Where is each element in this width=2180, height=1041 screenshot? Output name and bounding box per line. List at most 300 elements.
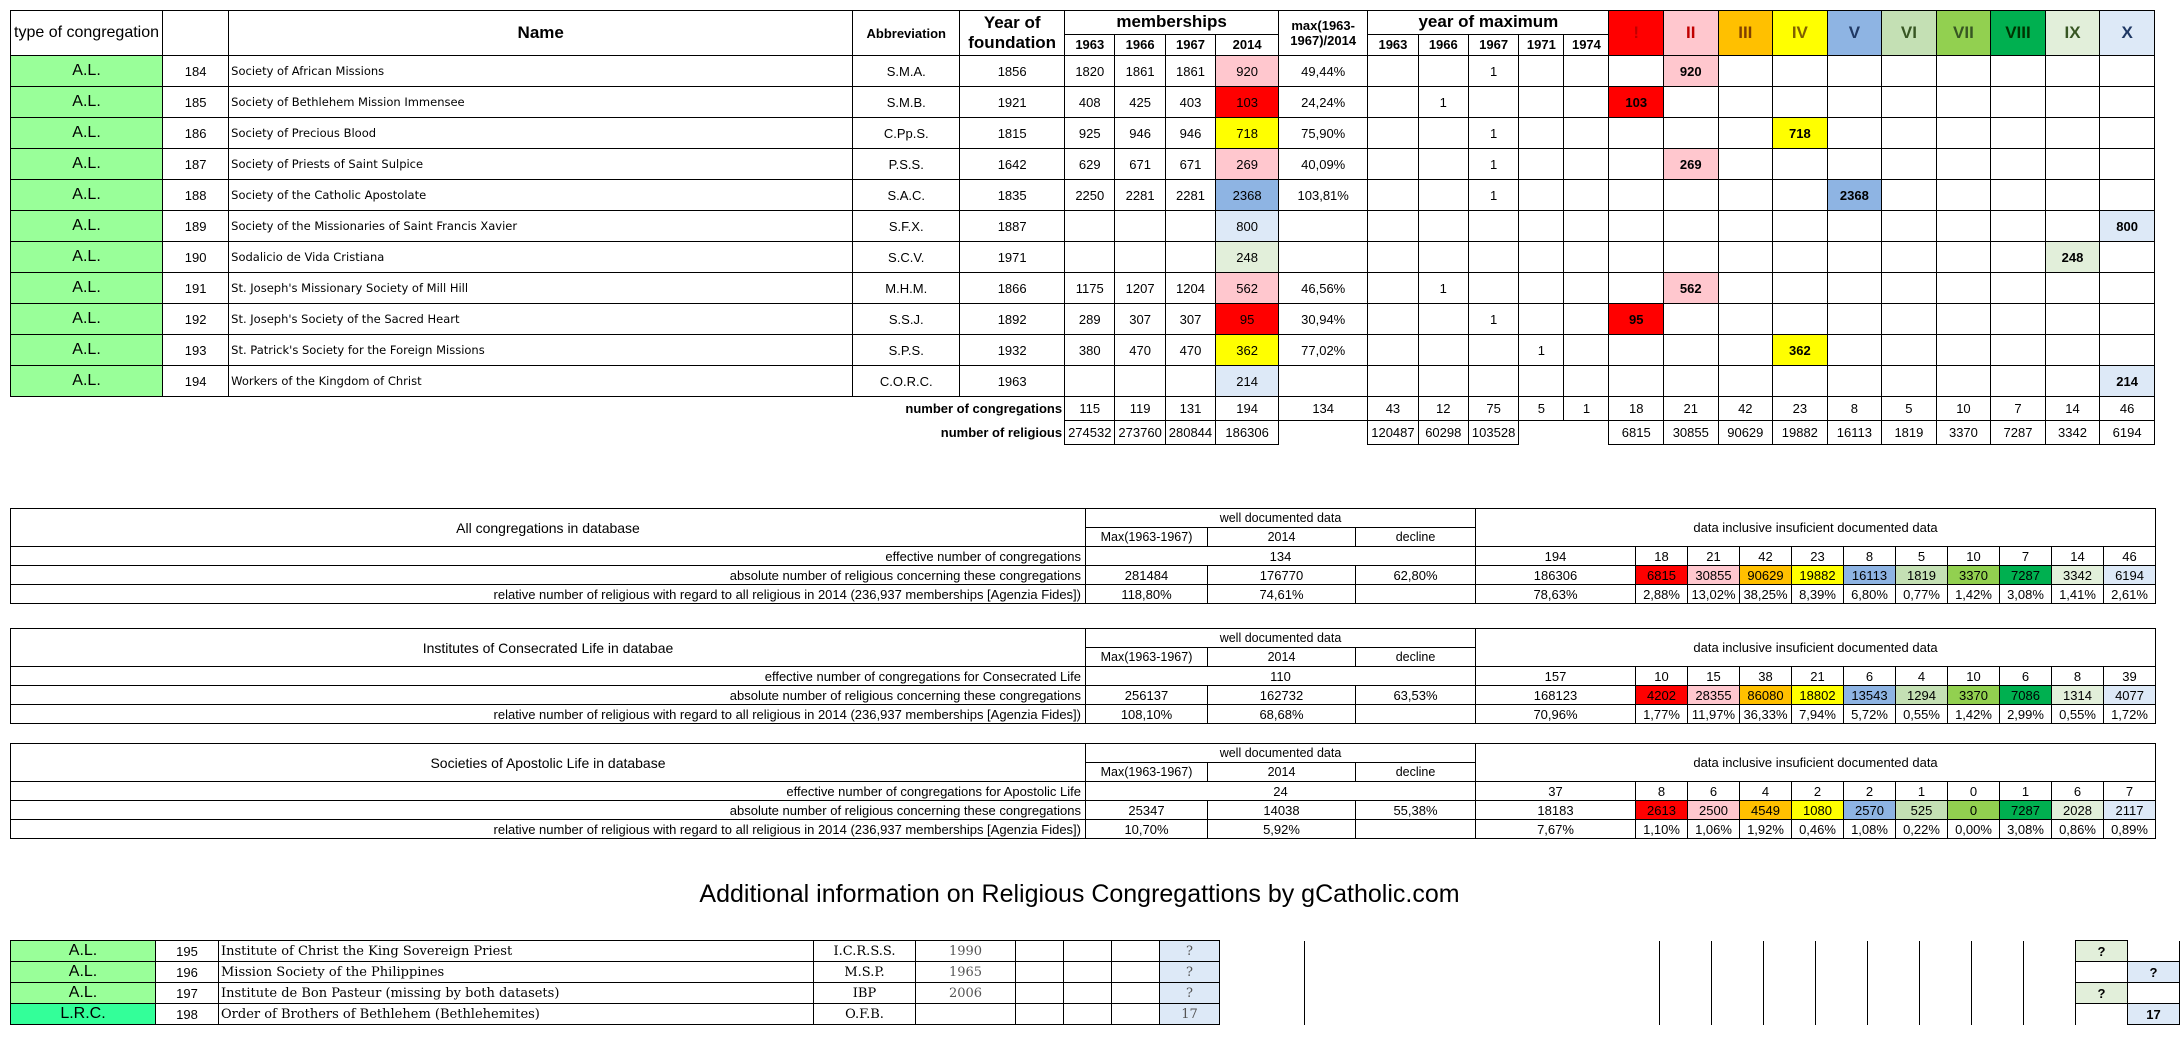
roman-V-cell — [1827, 366, 1882, 397]
absolute-roman-cell: 4549 — [1740, 801, 1792, 820]
members-2014-cell: 214 — [1216, 366, 1279, 397]
absolute-inclusive: 168123 — [1476, 686, 1636, 705]
year-max-1966-cell — [1418, 335, 1468, 366]
roman-II-cell — [1664, 180, 1719, 211]
roman-X-cell — [2100, 149, 2155, 180]
roman-X-cell — [2100, 118, 2155, 149]
effective-roman-cell: 4 — [1896, 667, 1948, 686]
roman-III-cell — [1718, 335, 1773, 366]
effective-roman-cell: 38 — [1740, 667, 1792, 686]
year-max-1971-cell — [1519, 304, 1564, 335]
roman-X-value-cell: 17 — [2128, 1004, 2180, 1025]
religious-count-cell: 186306 — [1216, 421, 1279, 445]
year-max-1974-cell — [1564, 366, 1609, 397]
members-1967-cell: 671 — [1165, 149, 1215, 180]
ratio-cell: 103,81% — [1279, 180, 1368, 211]
religious-year-count-cell: 120487 — [1368, 421, 1418, 445]
members-2014-cell: 362 — [1216, 335, 1279, 366]
relative-roman-cell: 11,97% — [1688, 705, 1740, 724]
members-1966-cell — [1115, 366, 1165, 397]
abbreviation-cell: IBP — [814, 983, 916, 1004]
year-max-1967-cell: 1 — [1468, 304, 1518, 335]
additional-info-title: Additional information on Religious Congregattions by gCatholic.com — [699, 880, 1460, 908]
year-max-1974-cell — [1564, 87, 1609, 118]
abbreviation-cell: S.M.A. — [853, 56, 960, 87]
absolute-value-cell: 256137 — [1086, 686, 1208, 705]
relative-roman-cell: 0,22% — [1896, 820, 1948, 839]
relative-roman-cell: 0,89% — [2104, 820, 2156, 839]
congregation-count-cell: 46 — [2100, 397, 2155, 421]
table-row — [11, 304, 2155, 335]
absolute-inclusive: 186306 — [1476, 566, 1636, 585]
type-cell: A.L. — [11, 273, 163, 304]
ratio-cell: 46,56% — [1279, 273, 1368, 304]
roman-III-cell — [1718, 118, 1773, 149]
year-max-1963-cell — [1368, 87, 1418, 118]
roman-IX-cell — [2045, 335, 2100, 366]
congregation-count-cell: 23 — [1773, 397, 1828, 421]
effective-number-value: 110 — [1086, 667, 1476, 686]
relative-roman-cell: 1,42% — [1948, 705, 2000, 724]
relative-roman-cell: 1,06% — [1688, 820, 1740, 839]
year-max-1974-cell — [1564, 149, 1609, 180]
year-max-1967-cell — [1468, 211, 1518, 242]
name-cell: St. Joseph's Society of the Sacred Heart — [229, 304, 853, 335]
well-documented-label: well documented data — [1086, 629, 1476, 648]
name-cell: Society of Precious Blood — [229, 118, 853, 149]
members-1967-cell — [1165, 366, 1215, 397]
decline-header: decline — [1356, 528, 1476, 547]
name-cell: Institute of Christ the King Sovereign Priest — [219, 941, 814, 962]
roman-VI-cell — [1882, 118, 1937, 149]
congregation-count-cell: 1 — [1564, 397, 1609, 421]
year-max-1967-cell — [1468, 273, 1518, 304]
absolute-roman-cell: 28355 — [1688, 686, 1740, 705]
number-cell: 192 — [163, 304, 229, 335]
relative-value-cell: 68,68% — [1208, 705, 1356, 724]
number-of-congregations-label: number of congregations — [905, 401, 1063, 417]
max-header: Max(1963-1967) — [1086, 528, 1208, 547]
table-row — [11, 118, 2155, 149]
effective-roman-cell: 46 — [2104, 547, 2156, 566]
religious-roman-count-cell: 7287 — [1991, 421, 2046, 445]
effective-roman-cell: 4 — [1740, 782, 1792, 801]
roman-I-cell — [1609, 273, 1664, 304]
relative-roman-cell: 1,77% — [1636, 705, 1688, 724]
number-cell: 195 — [156, 941, 219, 962]
roman-II-cell — [1664, 118, 1719, 149]
name-cell: Society of Priests of Saint Sulpice — [229, 149, 853, 180]
year-max-1971-cell: 1 — [1519, 335, 1564, 366]
members-1963-cell: 1175 — [1065, 273, 1115, 304]
year-max-1971-cell — [1519, 149, 1564, 180]
effective-roman-cell: 39 — [2104, 667, 2156, 686]
name-cell: St. Patrick's Society for the Foreign Missions — [229, 335, 853, 366]
roman-X-cell — [2100, 335, 2155, 366]
type-cell: A.L. — [11, 149, 163, 180]
relative-roman-cell: 38,25% — [1740, 585, 1792, 604]
summary-title: Institutes of Consecrated Life in databae — [11, 629, 1086, 667]
number-cell: 185 — [163, 87, 229, 118]
header-row — [11, 11, 2155, 35]
roman-III-cell — [1718, 273, 1773, 304]
year-max-1967-cell — [1468, 335, 1518, 366]
roman-II-value-cell: 562 — [1664, 273, 1719, 304]
relative-roman-cell: 3,08% — [2000, 585, 2052, 604]
relative-inclusive: 70,96% — [1476, 705, 1636, 724]
roman-VII-cell — [1936, 149, 1991, 180]
roman-VI-cell — [1882, 242, 1937, 273]
roman-V-cell — [1827, 242, 1882, 273]
roman-VI-cell — [1882, 304, 1937, 335]
members-1967-cell: 2281 — [1165, 180, 1215, 211]
effective-roman-cell: 10 — [1636, 667, 1688, 686]
roman-VII-cell — [1936, 211, 1991, 242]
absolute-roman-cell: 4202 — [1636, 686, 1688, 705]
type-cell: A.L. — [11, 118, 163, 149]
effective-roman-cell: 10 — [1948, 667, 2000, 686]
roman-VII-cell — [1936, 118, 1991, 149]
effective-roman-cell: 18 — [1636, 547, 1688, 566]
year-max-1967-cell: 1 — [1468, 180, 1518, 211]
col-abbr-header: Abbreviation — [853, 11, 960, 56]
religious-roman-count-cell: 1819 — [1882, 421, 1937, 445]
roman-I-cell — [1609, 335, 1664, 366]
roman-I-cell — [1609, 180, 1664, 211]
type-cell: A.L. — [11, 304, 163, 335]
roman-header-1: ! — [1609, 11, 1664, 56]
effective-roman-cell: 5 — [1896, 547, 1948, 566]
max-header: Max(1963-1967) — [1086, 763, 1208, 782]
roman-X-value-cell: ? — [2128, 962, 2180, 983]
ratio-cell: 24,24% — [1279, 87, 1368, 118]
roman-IX-cell — [2045, 273, 2100, 304]
absolute-value-cell: 281484 — [1086, 566, 1208, 585]
roman-III-cell — [1718, 149, 1773, 180]
decline-header: decline — [1356, 763, 1476, 782]
abbreviation-cell: M.S.P. — [814, 962, 916, 983]
absolute-number-label: absolute number of religious concerning these congregations — [11, 566, 1086, 585]
additional-row — [11, 941, 2180, 962]
table-row — [11, 56, 2155, 87]
religious-count-cell: 280844 — [1165, 421, 1215, 445]
effective-roman-cell: 8 — [1844, 547, 1896, 566]
abbreviation-cell: S.F.X. — [853, 211, 960, 242]
members-2014-cell: 17 — [1160, 1004, 1220, 1025]
inclusive-label: data inclusive insuficient documented data — [1476, 744, 2156, 782]
roman-II-cell — [1664, 304, 1719, 335]
religious-year-count-cell: 60298 — [1418, 421, 1468, 445]
absolute-value-cell: 162732 — [1208, 686, 1356, 705]
roman-header-8: VIII — [1991, 11, 2046, 56]
relative-roman-cell: 3,08% — [2000, 820, 2052, 839]
relative-number-label: relative number of religious with regard to all religious in 2014 (236,937 memberships [Agenzia Fides]) — [11, 820, 1086, 839]
roman-VIII-cell — [1991, 118, 2046, 149]
year-max-1967-cell — [1468, 87, 1518, 118]
relative-roman-cell: 1,92% — [1740, 820, 1792, 839]
members-1966-cell: 307 — [1115, 304, 1165, 335]
roman-I-cell — [1609, 366, 1664, 397]
roman-IX-cell — [2045, 87, 2100, 118]
foundation-year-cell: 1887 — [960, 211, 1065, 242]
foundation-year-cell — [916, 1004, 1016, 1025]
abbreviation-cell: M.H.M. — [853, 273, 960, 304]
ratio-cell: 49,44% — [1279, 56, 1368, 87]
effective-roman-cell: 21 — [1688, 547, 1740, 566]
relative-roman-cell: 1,42% — [1948, 585, 2000, 604]
roman-II-cell — [1664, 87, 1719, 118]
congregation-count-cell: 42 — [1718, 397, 1773, 421]
roman-VIII-cell — [1991, 180, 2046, 211]
relative-roman-cell: 0,77% — [1896, 585, 1948, 604]
roman-VI-cell — [1882, 335, 1937, 366]
roman-V-cell — [1827, 118, 1882, 149]
absolute-roman-cell: 7287 — [2000, 801, 2052, 820]
roman-VIII-cell — [1991, 366, 2046, 397]
year-max-1963-cell — [1368, 304, 1418, 335]
ymax-1974-header: 1974 — [1564, 34, 1609, 55]
relative-roman-cell: 1,72% — [2104, 705, 2156, 724]
abbreviation-cell: C.O.R.C. — [853, 366, 960, 397]
roman-VI-cell — [1882, 211, 1937, 242]
members-1967-cell — [1165, 242, 1215, 273]
roman-V-cell — [1827, 304, 1882, 335]
foundation-year-cell: 1971 — [960, 242, 1065, 273]
members-2014-cell: 2368 — [1216, 180, 1279, 211]
members-2014-cell: ? — [1160, 983, 1220, 1004]
year-max-1963-cell — [1368, 180, 1418, 211]
absolute-roman-cell: 2117 — [2104, 801, 2156, 820]
roman-VI-cell — [1882, 273, 1937, 304]
roman-IV-cell — [1773, 56, 1828, 87]
roman-V-cell — [1827, 87, 1882, 118]
roman-II-cell — [1664, 335, 1719, 366]
religious-roman-count-cell: 3342 — [2045, 421, 2100, 445]
members-1967-cell: 403 — [1165, 87, 1215, 118]
absolute-roman-cell: 1080 — [1792, 801, 1844, 820]
roman-VII-cell — [1936, 242, 1991, 273]
relative-roman-cell: 1,08% — [1844, 820, 1896, 839]
table-row — [11, 273, 2155, 304]
roman-IV-cell — [1773, 273, 1828, 304]
roman-IX-cell — [2045, 180, 2100, 211]
members-1967-cell: 470 — [1165, 335, 1215, 366]
absolute-inclusive: 18183 — [1476, 801, 1636, 820]
relative-roman-cell: 1,41% — [2052, 585, 2104, 604]
roman-V-cell — [1827, 335, 1882, 366]
roman-II-cell — [1664, 211, 1719, 242]
roman-X-value-cell: 800 — [2100, 211, 2155, 242]
abbreviation-cell: S.C.V. — [853, 242, 960, 273]
roman-VIII-cell — [1991, 273, 2046, 304]
number-cell: 184 — [163, 56, 229, 87]
ymax-1971-header: 1971 — [1519, 34, 1564, 55]
type-cell: A.L. — [11, 211, 163, 242]
roman-IV-cell — [1773, 180, 1828, 211]
roman-I-cell — [1609, 56, 1664, 87]
roman-IX-cell — [2045, 56, 2100, 87]
roman-IX-cell — [2045, 149, 2100, 180]
year-max-1963-cell — [1368, 273, 1418, 304]
summary-consecrated-table — [10, 628, 2156, 724]
roman-I-cell — [1609, 118, 1664, 149]
roman-VII-cell — [1936, 87, 1991, 118]
name-cell: Order of Brothers of Bethlehem (Bethlehemites) — [219, 1004, 814, 1025]
relative-value-cell: 118,80% — [1086, 585, 1208, 604]
name-cell: Sodalicio de Vida Cristiana — [229, 242, 853, 273]
effective-roman-cell: 2 — [1844, 782, 1896, 801]
abbreviation-cell: S.M.B. — [853, 87, 960, 118]
absolute-roman-cell: 2613 — [1636, 801, 1688, 820]
year-max-1967-cell — [1468, 242, 1518, 273]
relative-roman-cell: 7,94% — [1792, 705, 1844, 724]
year-max-1966-cell — [1418, 118, 1468, 149]
year-max-1966-cell — [1418, 211, 1468, 242]
name-cell: Mission Society of the Philippines — [219, 962, 814, 983]
totals-religious-row — [11, 421, 2155, 445]
religious-roman-count-cell: 30855 — [1664, 421, 1719, 445]
year-max-1963-cell — [1368, 366, 1418, 397]
year-max-1966-cell: 1 — [1418, 87, 1468, 118]
roman-II-value-cell: 269 — [1664, 149, 1719, 180]
roman-IX-value-cell: 248 — [2045, 242, 2100, 273]
congregation-count-cell: 5 — [1519, 397, 1564, 421]
foundation-year-cell: 2006 — [916, 983, 1016, 1004]
absolute-number-label: absolute number of religious concerning these congregations — [11, 686, 1086, 705]
members-1966-cell: 946 — [1115, 118, 1165, 149]
table-row — [11, 180, 2155, 211]
ymax-1966-header: 1966 — [1418, 34, 1468, 55]
relative-roman-cell: 0,46% — [1792, 820, 1844, 839]
number-cell: 189 — [163, 211, 229, 242]
roman-V-cell — [1827, 56, 1882, 87]
congregation-count-cell: 43 — [1368, 397, 1418, 421]
congregation-count-cell: 134 — [1279, 397, 1368, 421]
year-2014-header: 2014 — [1216, 34, 1279, 55]
members-1963-cell: 925 — [1065, 118, 1115, 149]
year-max-1974-cell — [1564, 273, 1609, 304]
relative-number-label: relative number of religious with regard to all religious in 2014 (236,937 memberships [Agenzia Fides]) — [11, 705, 1086, 724]
type-cell: A.L. — [11, 983, 156, 1004]
year-max-1971-cell — [1519, 273, 1564, 304]
members-2014-cell: 718 — [1216, 118, 1279, 149]
religious-roman-count-cell: 6194 — [2100, 421, 2155, 445]
effective-roman-cell: 42 — [1740, 547, 1792, 566]
year-max-1966-cell — [1418, 56, 1468, 87]
roman-VI-cell — [1882, 87, 1937, 118]
roman-IV-value-cell: 718 — [1773, 118, 1828, 149]
relative-value-cell: 108,10% — [1086, 705, 1208, 724]
members-1967-cell: 1861 — [1165, 56, 1215, 87]
roman-IX-value-cell: ? — [2076, 941, 2128, 962]
ymax-1967-header: 1967 — [1468, 34, 1518, 55]
effective-roman-cell: 1 — [2000, 782, 2052, 801]
type-cell: L.R.C. — [11, 1004, 156, 1025]
foundation-year-cell: 1815 — [960, 118, 1065, 149]
inclusive-label: data inclusive insuficient documented data — [1476, 509, 2156, 547]
effective-number-inclusive: 37 — [1476, 782, 1636, 801]
absolute-roman-cell: 7287 — [2000, 566, 2052, 585]
roman-IX-cell — [2045, 304, 2100, 335]
abbreviation-cell: O.F.B. — [814, 1004, 916, 1025]
relative-roman-cell: 6,80% — [1844, 585, 1896, 604]
2014-header: 2014 — [1208, 648, 1356, 667]
roman-VIII-cell — [1991, 335, 2046, 366]
religious-year-count-cell: 103528 — [1468, 421, 1518, 445]
religious-roman-count-cell: 6815 — [1609, 421, 1664, 445]
roman-VII-cell — [1936, 56, 1991, 87]
roman-V-cell — [1827, 211, 1882, 242]
roman-VIII-cell — [1991, 87, 2046, 118]
number-cell: 197 — [156, 983, 219, 1004]
religious-roman-count-cell: 19882 — [1773, 421, 1828, 445]
relative-roman-cell: 8,39% — [1792, 585, 1844, 604]
roman-VI-cell — [1882, 56, 1937, 87]
roman-X-cell — [2100, 273, 2155, 304]
roman-header-2: II — [1664, 11, 1719, 56]
members-1967-cell: 1204 — [1165, 273, 1215, 304]
name-cell: St. Joseph's Missionary Society of Mill Hill — [229, 273, 853, 304]
additional-row — [11, 983, 2180, 1004]
members-1966-cell: 470 — [1115, 335, 1165, 366]
roman-II-cell — [1664, 242, 1719, 273]
roman-IX-cell — [2045, 211, 2100, 242]
roman-VIII-cell — [1991, 56, 2046, 87]
congregations-table — [10, 10, 2155, 445]
effective-roman-cell: 15 — [1688, 667, 1740, 686]
roman-III-cell — [1718, 56, 1773, 87]
members-1963-cell: 289 — [1065, 304, 1115, 335]
year-max-1971-cell — [1519, 211, 1564, 242]
congregation-count-cell: 12 — [1418, 397, 1468, 421]
2014-header: 2014 — [1208, 763, 1356, 782]
year-1963-header: 1963 — [1065, 34, 1115, 55]
congregation-count-cell: 18 — [1609, 397, 1664, 421]
year-1967-header: 1967 — [1165, 34, 1215, 55]
effective-roman-cell: 7 — [2000, 547, 2052, 566]
additional-row — [11, 1004, 2180, 1025]
year-max-1967-cell: 1 — [1468, 149, 1518, 180]
name-cell: Society of Bethlehem Mission Immensee — [229, 87, 853, 118]
col-year-header: Year of foundation — [960, 11, 1065, 56]
absolute-roman-cell: 0 — [1948, 801, 2000, 820]
name-cell: Society of the Catholic Apostolate — [229, 180, 853, 211]
roman-I-cell — [1609, 149, 1664, 180]
roman-X-value-cell: 214 — [2100, 366, 2155, 397]
absolute-value-cell: 63,53% — [1356, 686, 1476, 705]
absolute-roman-cell: 18802 — [1792, 686, 1844, 705]
type-cell: A.L. — [11, 335, 163, 366]
roman-header-5: V — [1827, 11, 1882, 56]
abbreviation-cell: C.Pp.S. — [853, 118, 960, 149]
number-cell: 198 — [156, 1004, 219, 1025]
foundation-year-cell: 1963 — [960, 366, 1065, 397]
roman-III-cell — [1718, 366, 1773, 397]
year-of-maximum-header: year of maximum — [1368, 11, 1609, 35]
roman-I-value-cell: 95 — [1609, 304, 1664, 335]
ratio-cell — [1279, 242, 1368, 273]
table-row — [11, 87, 2155, 118]
roman-X-cell — [2100, 304, 2155, 335]
effective-number-value: 134 — [1086, 547, 1476, 566]
effective-number-label: effective number of congregations — [11, 547, 1086, 566]
relative-value-cell: 5,92% — [1208, 820, 1356, 839]
members-1966-cell: 2281 — [1115, 180, 1165, 211]
effective-number-value: 24 — [1086, 782, 1476, 801]
type-cell: A.L. — [11, 56, 163, 87]
roman-I-cell — [1609, 242, 1664, 273]
absolute-roman-cell: 2500 — [1688, 801, 1740, 820]
